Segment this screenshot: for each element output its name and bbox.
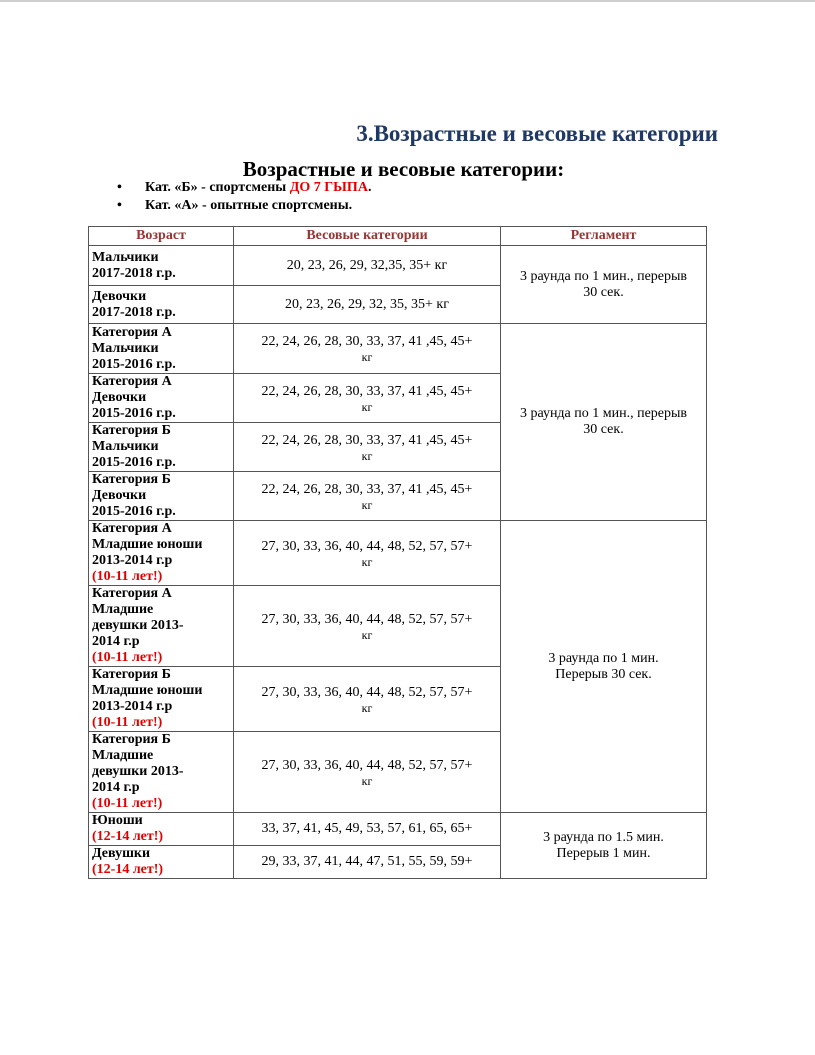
- subheading-text: Возрастные и весовые категории:: [242, 157, 565, 181]
- age-line: 2017-2018 г.р.: [92, 304, 176, 320]
- weights-cell: [234, 286, 501, 324]
- age-line: Девочки: [92, 390, 147, 405]
- weights-text: 22, 24, 26, 28, 30, 33, 37, 41 ,45, 45+: [261, 334, 473, 349]
- age-line: Категория Б: [92, 732, 171, 747]
- rules-line: 3 раунда по 1.5 мин.: [543, 829, 664, 845]
- age-line: Категория Б: [92, 423, 171, 438]
- age-note: (10-11 лет!): [92, 650, 163, 665]
- weights-cell: [234, 667, 501, 732]
- bullet-text: Кат. «Б» - спортсмены: [145, 180, 290, 195]
- table-row: [89, 246, 707, 286]
- rules-line: Перерыв 1 мин.: [556, 845, 651, 861]
- age-line: Категория А: [92, 521, 172, 536]
- weights-text: 20, 23, 26, 29, 32,35, 35+ кг: [286, 257, 448, 273]
- weights-text: 27, 30, 33, 36, 40, 44, 48, 52, 57, 57+: [261, 684, 473, 700]
- weights-cell: [234, 813, 501, 846]
- table-row: [89, 521, 707, 586]
- age-cell: [89, 732, 234, 813]
- rules-cell: [501, 246, 707, 324]
- weights-unit: кг: [361, 350, 373, 364]
- age-line: 2015-2016 г.р.: [92, 406, 176, 421]
- header-rules: Регламент: [501, 227, 707, 246]
- header-age: Возраст: [89, 227, 234, 246]
- age-cell: [89, 813, 234, 846]
- weights-unit: кг: [361, 554, 373, 569]
- age-line: 2015-2016 г.р.: [92, 504, 176, 519]
- age-line: 2015-2016 г.р.: [92, 455, 176, 470]
- age-cell: [89, 586, 234, 667]
- weights-unit: кг: [361, 627, 373, 642]
- age-line: Младшие юноши: [92, 683, 203, 698]
- age-line: Мальчики: [92, 249, 159, 265]
- age-note: (12-14 лет!): [92, 862, 164, 877]
- weights-cell: [234, 521, 501, 586]
- weights-text: 22, 24, 26, 28, 30, 33, 37, 41 ,45, 45+: [261, 432, 473, 448]
- age-line: Юноши: [92, 813, 143, 828]
- age-cell: [89, 846, 234, 879]
- age-line: Категория А: [92, 374, 172, 389]
- age-line: Девушки: [92, 846, 151, 861]
- rules-line: 3 раунда по 1 мин., перерыв: [519, 406, 688, 421]
- rules-cell: [501, 813, 707, 879]
- bullet-highlight: ДО 7 ГЫПА: [289, 180, 368, 195]
- weights-text: 27, 30, 33, 36, 40, 44, 48, 52, 57, 57+: [261, 538, 473, 554]
- age-cell: [89, 472, 234, 521]
- age-line: Младшие: [92, 602, 154, 617]
- age-line: Младшие юноши: [92, 537, 203, 552]
- age-line: 2017-2018 г.р.: [92, 265, 176, 281]
- weights-text: 20, 23, 26, 29, 32, 35, 35+ кг: [285, 296, 449, 312]
- header-weights: Весовые категории: [234, 227, 501, 246]
- weights-text: 29, 33, 37, 41, 44, 47, 51, 55, 59, 59+: [261, 854, 473, 869]
- age-line: Категория Б: [92, 472, 171, 487]
- bullet-item-cat-b: [117, 179, 371, 197]
- rules-line: 3 раунда по 1 мин., перерыв: [519, 268, 688, 284]
- weights-cell: [234, 246, 501, 286]
- rules-line: Перерыв 30 сек.: [555, 666, 652, 682]
- age-line: Категория Б: [92, 667, 171, 682]
- weights-text: 22, 24, 26, 28, 30, 33, 37, 41 ,45, 45+: [261, 383, 473, 399]
- category-bullet-list: [117, 179, 371, 215]
- age-weight-table: [88, 226, 707, 879]
- weights-cell: [234, 732, 501, 813]
- weights-unit: кг: [361, 497, 373, 512]
- bullet-tail: .: [367, 180, 372, 195]
- table-body: [89, 246, 707, 879]
- age-line: 2013-2014 г.р: [92, 553, 173, 568]
- age-line: Категория А: [92, 586, 172, 601]
- age-line: Девочки: [92, 488, 147, 503]
- age-line: Мальчики: [92, 340, 159, 356]
- weights-unit: кг: [361, 399, 373, 414]
- age-note: (10-11 лет!): [92, 569, 163, 584]
- age-note: (12-14 лет!): [92, 829, 164, 844]
- weights-cell: [234, 846, 501, 879]
- rules-line: 3 раунда по 1 мин.: [548, 650, 659, 666]
- section-heading: 3.Возрастные и весовые категории: [356, 121, 718, 146]
- age-line: Мальчики: [92, 439, 159, 454]
- weights-cell: [234, 374, 501, 423]
- bullet-text: Кат. «А» - опытные спортсмены.: [145, 198, 353, 213]
- weights-text: 27, 30, 33, 36, 40, 44, 48, 52, 57, 57+: [261, 757, 473, 773]
- weights-unit: кг: [361, 448, 373, 463]
- age-cell: [89, 521, 234, 586]
- rules-line: 30 сек.: [583, 284, 624, 300]
- age-line: 2015-2016 г.р.: [92, 356, 176, 372]
- age-line: 2014 г.р: [92, 780, 140, 795]
- weights-cell: [234, 423, 501, 472]
- table-row: [89, 324, 707, 374]
- age-line: 2014 г.р: [92, 634, 140, 649]
- age-cell: [89, 423, 234, 472]
- age-cell: [89, 667, 234, 732]
- weights-cell: [234, 472, 501, 521]
- table-row: [89, 813, 707, 846]
- age-line: Младшие: [92, 748, 154, 763]
- weights-cell: [234, 324, 501, 374]
- age-cell: [89, 286, 234, 324]
- age-line: девушки 2013-: [92, 764, 184, 779]
- age-line: 2013-2014 г.р: [92, 699, 173, 714]
- weights-unit: кг: [361, 773, 373, 788]
- weights-text: 27, 30, 33, 36, 40, 44, 48, 52, 57, 57+: [261, 611, 473, 627]
- weights-cell: [234, 586, 501, 667]
- age-note: (10-11 лет!): [92, 715, 163, 730]
- age-note: (10-11 лет!): [92, 796, 163, 811]
- age-line: Категория А: [92, 324, 172, 340]
- age-line: девушки 2013-: [92, 618, 184, 633]
- top-border-line: [0, 0, 815, 2]
- age-cell: [89, 324, 234, 374]
- weights-text: 22, 24, 26, 28, 30, 33, 37, 41 ,45, 45+: [261, 481, 473, 497]
- age-cell: [89, 374, 234, 423]
- weights-unit: кг: [361, 700, 373, 715]
- weights-text: 33, 37, 41, 45, 49, 53, 57, 61, 65, 65+: [261, 821, 473, 836]
- table-header-row: [89, 227, 707, 246]
- rules-cell: [501, 324, 707, 521]
- rules-cell: [501, 521, 707, 813]
- age-line: Девочки: [92, 288, 147, 304]
- rules-line: 30 сек.: [583, 422, 624, 437]
- age-cell: [89, 246, 234, 286]
- bullet-item-cat-a: [117, 197, 371, 215]
